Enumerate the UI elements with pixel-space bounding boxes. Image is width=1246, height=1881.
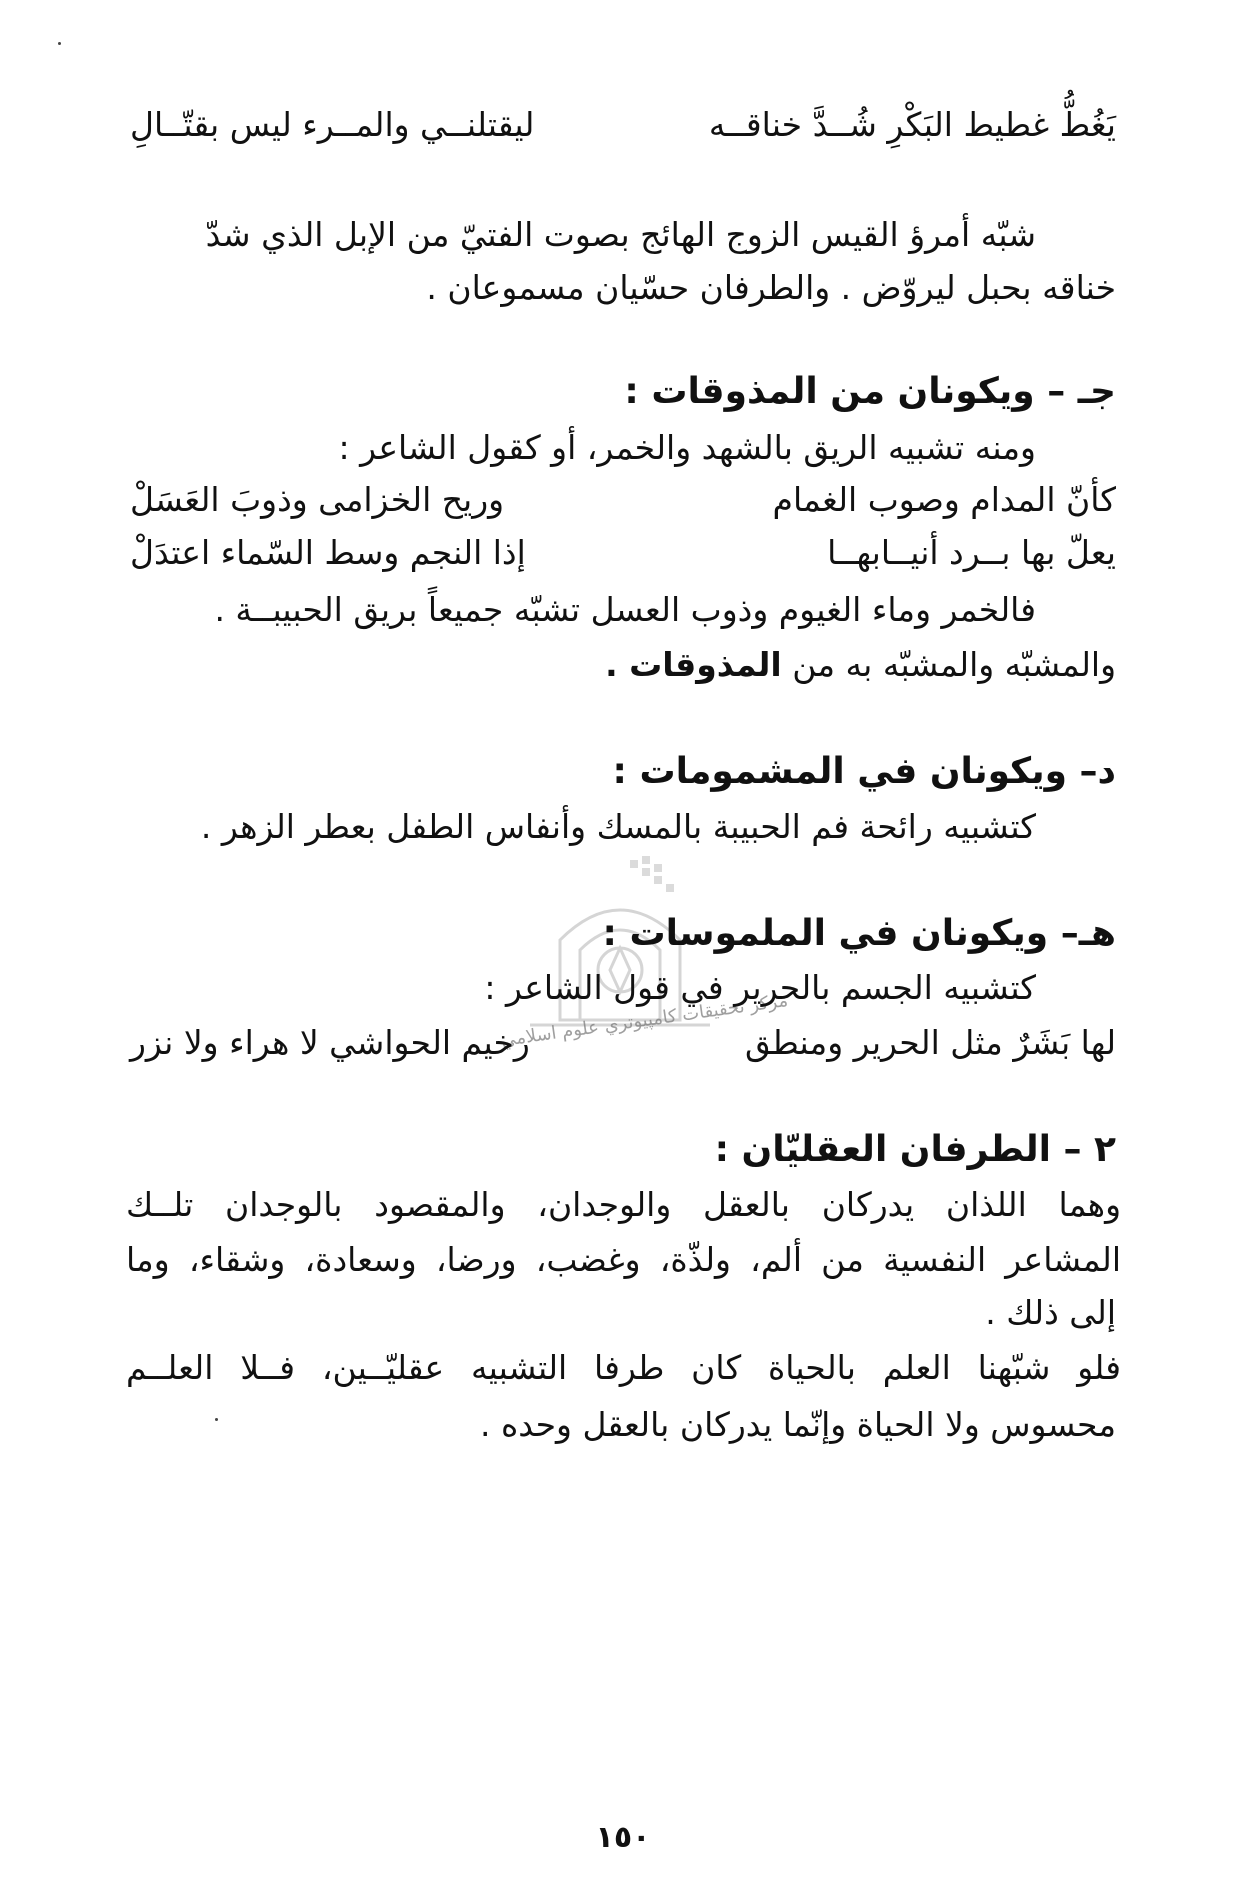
section-j-line2 — [605, 645, 1116, 685]
verse1-left-hemistich: ليقتلنــي والمــرء ليس بقتّــالِ — [130, 105, 535, 144]
watermark-text: مركز تحقيقات كامپيوتري علوم اسلامي — [499, 989, 790, 1052]
section-j-verse2-left: إذا النجم وسط السّماء اعتدَلْ — [130, 533, 526, 572]
section-h-verse-right: لها بَشَرٌ مثل الحرير ومنطق — [744, 1023, 1116, 1062]
section-2-line2: المشاعر النفسية من ألم، ولذّة، وغضب، ورضا، وسعادة، وشقاء، وما — [126, 1240, 1121, 1279]
section-2-line3: إلى ذلك . — [985, 1293, 1116, 1332]
section-j-line2-bold: المذوقات . — [605, 645, 782, 684]
section-d-heading: د– ويكونان في المشمومات : — [612, 751, 1116, 792]
section-2-line5: محسوس ولا الحياة وإنّما يدركان بالعقل وحده . — [480, 1405, 1116, 1444]
section-j-verse1-left: وريح الخزامى وذوبَ العَسَلْ — [130, 480, 505, 519]
section-h-heading: هـ– ويكونان في الملموسات : — [602, 913, 1116, 954]
page-number: ١٥٠ — [595, 1820, 651, 1855]
section-j-line2-prefix: والمشبّه والمشبّه به من — [792, 645, 1116, 684]
scan-dot — [58, 42, 61, 45]
section-j-verse2-right: يعلّ بها بــرد أنيــابهــا — [827, 533, 1116, 572]
section-2-heading: ٢ – الطرفان العقليّان : — [714, 1129, 1116, 1170]
section-h-verse-left: رخيم الحواشي لا هراء ولا نزر — [130, 1023, 530, 1062]
section-d-line1: كتشبيه رائحة فم الحبيبة بالمسك وأنفاس الطفل بعطر الزهر . — [200, 807, 1036, 846]
section-j-verse1-right: كأنّ المدام وصوب الغمام — [772, 480, 1116, 519]
section-2-line4: فلو شبّهنا العلم بالحياة كان طرفا التشبيه عقليّــين، فــلا العلــم — [126, 1348, 1121, 1387]
section-j-intro: ومنه تشبيه الريق بالشهد والخمر، أو كقول الشاعر : — [338, 428, 1036, 467]
section-j-heading: جـ – ويكونان من المذوقات : — [624, 371, 1116, 412]
section-h-intro: كتشبيه الجسم بالحرير في قول الشاعر : — [484, 968, 1036, 1007]
section-j-line1: فالخمر وماء الغيوم وذوب العسل تشبّه جميعاً بريق الحبيبــة . — [214, 590, 1036, 629]
para1-line1: شبّه أمرؤ القيس الزوج الهائج بصوت الفتيّ من الإبل الذي شدّ — [205, 215, 1036, 254]
scan-dot — [215, 1418, 218, 1421]
section-2-line1: وهما اللذان يدركان بالعقل والوجدان، والمقصود بالوجدان تلــك — [126, 1185, 1121, 1224]
verse1-right-hemistich: يَغُطُّ غطيط البَكْرِ شُــدَّ خناقــه — [708, 105, 1116, 144]
para1-line2: خناقه بحبل ليروّض . والطرفان حسّيان مسموعان . — [426, 268, 1116, 307]
